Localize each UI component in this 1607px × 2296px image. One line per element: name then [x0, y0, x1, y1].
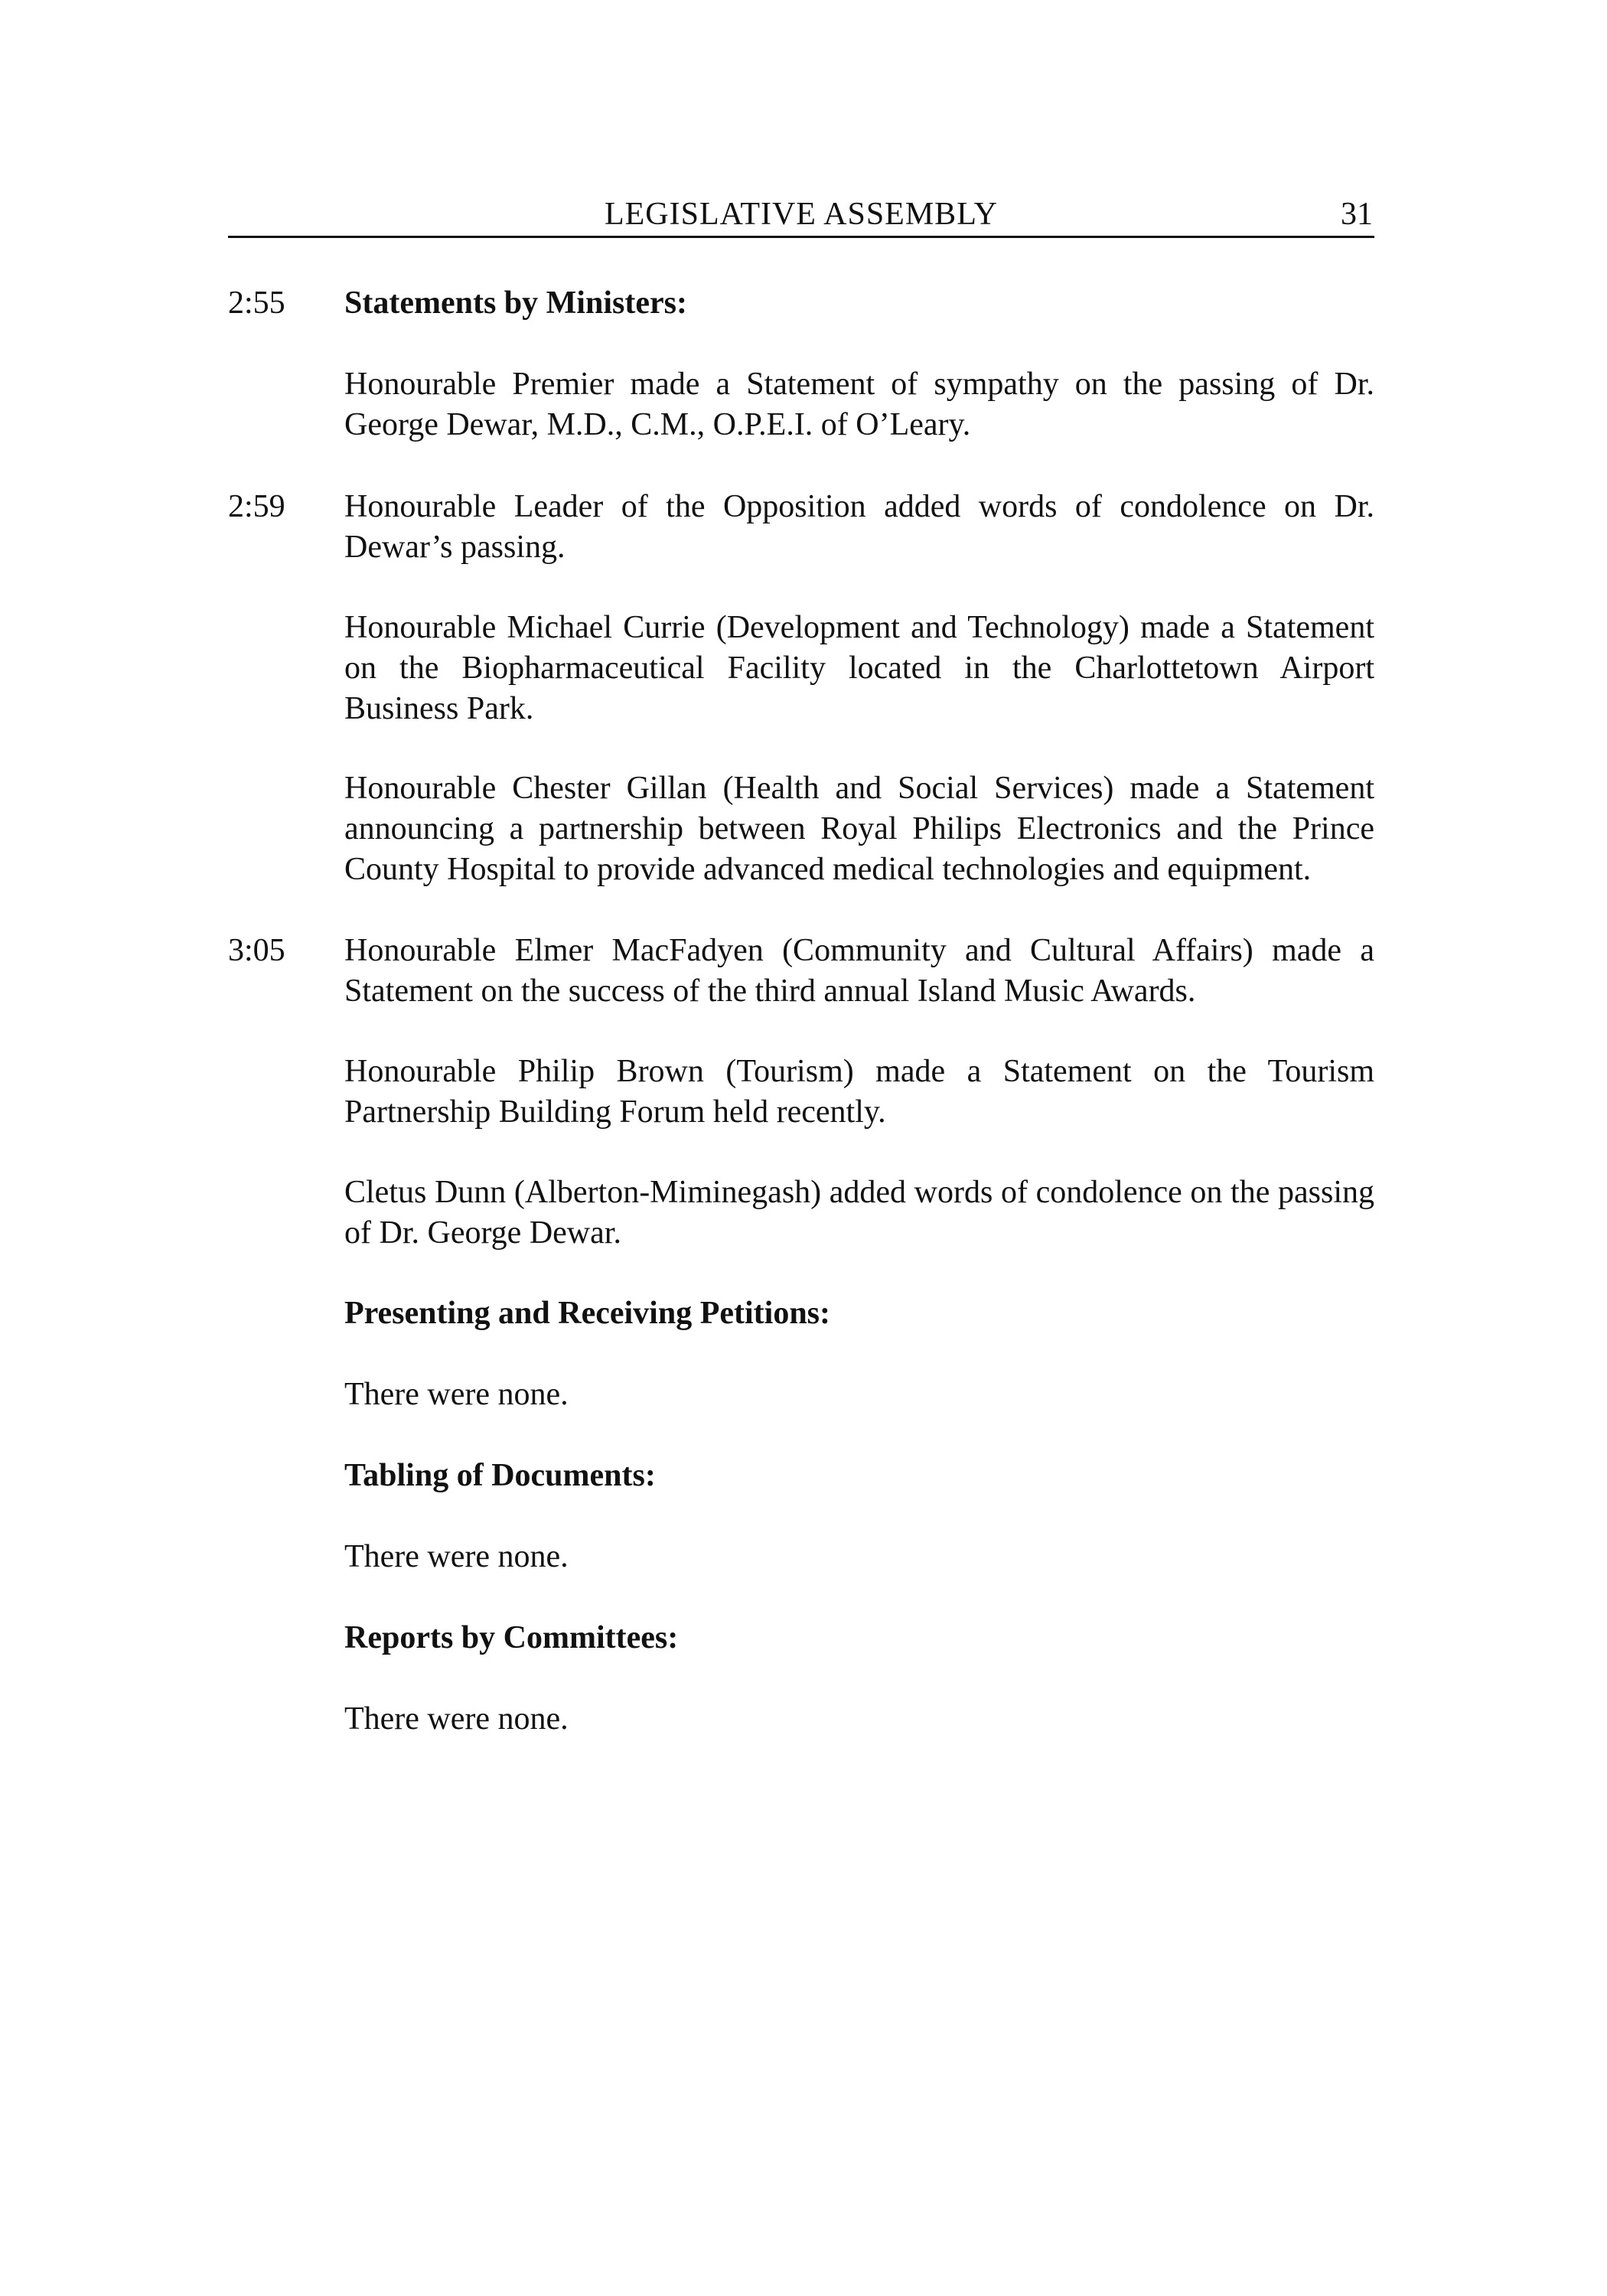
entry-time: 2:59 [228, 489, 285, 524]
paragraph-macfadyen-statement: Honourable Elmer MacFadyen (Community and Cultural Affairs) made a Statement on the success of the third annual Island Music Awards. [344, 933, 1374, 1009]
section-heading-statements-by-ministers: Statements by Ministers: [344, 285, 687, 321]
paragraph-petitions-none: There were none. [344, 1377, 569, 1412]
entry-time: 3:05 [228, 933, 285, 968]
paragraph-premier-statement: Honourable Premier made a Statement of sympathy on the passing of Dr. George Dewar, M.D., C.M., O.P.E.I. of O’Leary. [344, 367, 1374, 442]
paragraph-dunn-condolence: Cletus Dunn (Alberton-Miminegash) added words of condolence on the passing of Dr. George Dewar. [344, 1175, 1374, 1251]
paragraph-reports-none: There were none. [344, 1701, 569, 1737]
paragraph-opposition-condolence: Honourable Leader of the Opposition added words of condolence on Dr. Dewar’s passing. [344, 489, 1374, 565]
page-number: 31 [1341, 197, 1373, 232]
paragraph-brown-statement: Honourable Philip Brown (Tourism) made a Statement on the Tourism Partnership Building Forum held recently. [344, 1054, 1374, 1130]
paragraph-gillan-statement: Honourable Chester Gillan (Health and Social Services) made a Statement announcing a partnership between Royal Philips Electronics and the Prince County Hospital to provide advanced medical technologies and equipment. [344, 771, 1374, 887]
section-heading-petitions: Presenting and Receiving Petitions: [344, 1296, 831, 1331]
page-header [228, 191, 1374, 238]
section-heading-tabling-documents: Tabling of Documents: [344, 1458, 656, 1493]
section-heading-reports-committees: Reports by Committees: [344, 1620, 679, 1655]
paragraph-tabling-none: There were none. [344, 1539, 569, 1574]
entry-time: 2:55 [228, 285, 285, 321]
header-title: LEGISLATIVE ASSEMBLY [605, 197, 998, 232]
paragraph-currie-statement: Honourable Michael Currie (Development and Technology) made a Statement on the Biopharmaceutical Facility located in the Charlottetown Airport Business Park. [344, 610, 1374, 726]
